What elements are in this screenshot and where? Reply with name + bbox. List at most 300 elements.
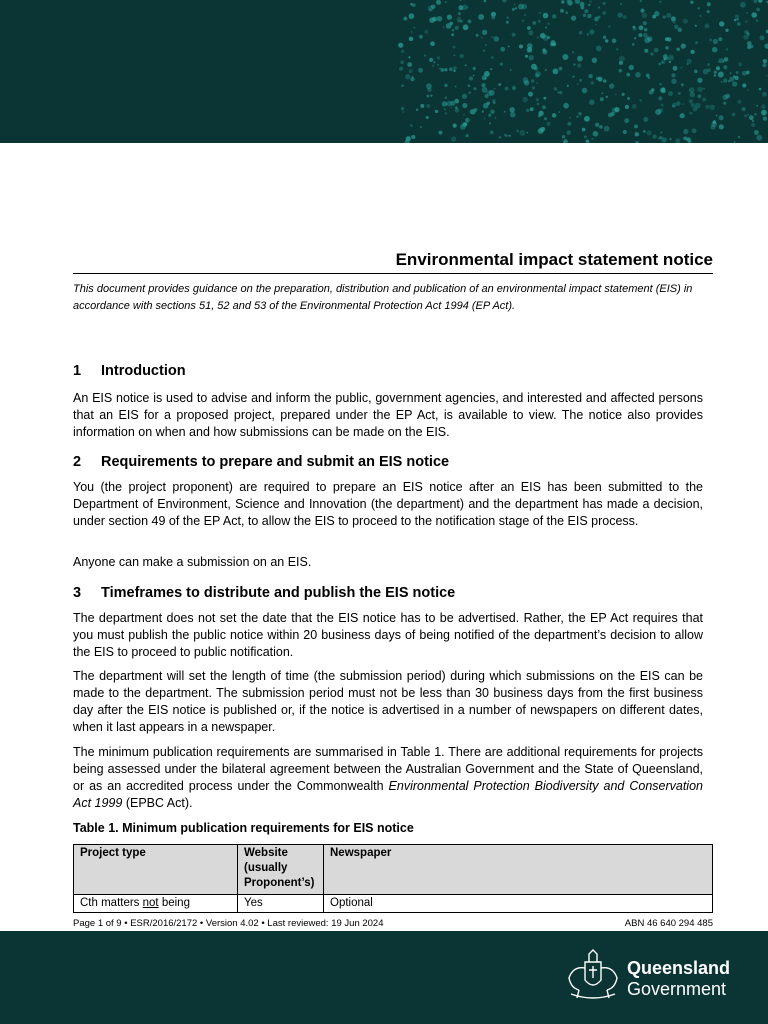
decorative-dot: [734, 141, 736, 143]
decorative-dot: [439, 68, 441, 70]
queensland-coat-of-arms-icon: [563, 948, 623, 1006]
decorative-dot: [535, 71, 541, 77]
section-1-paragraph: An EIS notice is used to advise and inform the public, government agencies, and interested and affected persons that an EIS for a proposed project, prepared under the EP Act, is available to view. The notice also provides information on when and how submissions can be made on the EIS.: [73, 391, 703, 439]
decorative-dot: [432, 65, 434, 67]
decorative-dot: [435, 110, 438, 113]
decorative-dot: [658, 137, 661, 140]
decorative-dot: [401, 107, 404, 110]
decorative-dot: [565, 11, 568, 14]
decorative-dot: [541, 127, 545, 131]
decorative-dot: [453, 124, 457, 128]
decorative-dot: [532, 21, 536, 25]
decorative-dot: [673, 66, 678, 71]
decorative-dot: [545, 27, 547, 29]
decorative-dot: [527, 47, 532, 52]
decorative-dot: [452, 29, 454, 31]
decorative-dot: [512, 8, 515, 11]
decorative-dot: [614, 107, 619, 112]
decorative-dot: [700, 15, 702, 17]
decorative-dot: [765, 44, 768, 49]
decorative-dot: [663, 15, 666, 18]
decorative-dot: [450, 101, 455, 106]
decorative-dot: [643, 21, 647, 25]
decorative-dot: [698, 94, 702, 98]
section-3-paragraph-1: The department does not set the date that the EIS notice has to be advertised. Rather, the EP Act requires that you must publish the public notice within 20 business days of being notified of the department’s decision to allow the EIS to proceed to public notification.: [73, 611, 703, 659]
decorative-dot: [658, 96, 662, 100]
decorative-dot: [441, 68, 445, 72]
decorative-dot: [537, 103, 540, 106]
decorative-dot: [660, 131, 662, 133]
decorative-dot: [603, 36, 607, 40]
decorative-dot: [635, 72, 641, 78]
decorative-dot: [763, 59, 767, 63]
decorative-dot: [670, 138, 672, 140]
decorative-dot: [499, 136, 501, 138]
decorative-dot: [427, 88, 431, 92]
dotted-pattern-decoration: [0, 0, 768, 143]
decorative-dot: [460, 54, 464, 58]
decorative-dot: [640, 9, 644, 13]
decorative-dot: [584, 135, 587, 138]
decorative-dot: [525, 55, 528, 58]
decorative-dot: [644, 49, 648, 53]
decorative-dot: [398, 43, 403, 48]
decorative-dot: [718, 61, 720, 63]
decorative-dot: [560, 9, 564, 13]
table-header-cell: Project type: [74, 845, 238, 895]
decorative-dot: [587, 14, 592, 19]
decorative-dot: [606, 96, 608, 98]
decorative-dot: [671, 79, 676, 84]
decorative-dot: [520, 130, 526, 136]
decorative-dot: [514, 4, 516, 6]
decorative-dot: [410, 124, 413, 127]
decorative-dot: [508, 46, 510, 48]
decorative-dot: [444, 68, 447, 71]
decorative-dot: [608, 25, 610, 27]
decorative-dot: [681, 44, 686, 49]
decorative-dot: [562, 135, 565, 138]
decorative-dot: [691, 103, 695, 107]
decorative-dot: [399, 67, 403, 71]
decorative-dot: [465, 65, 467, 67]
decorative-dot: [751, 12, 757, 18]
section-2-paragraph-2: Anyone can make a submission on an EIS.: [73, 555, 312, 569]
decorative-dot: [639, 33, 643, 37]
decorative-dot: [468, 85, 470, 87]
decorative-dot: [709, 105, 715, 111]
decorative-dot: [587, 33, 589, 35]
decorative-dot: [420, 104, 424, 108]
decorative-dot: [592, 138, 594, 140]
decorative-dot: [678, 28, 683, 33]
header-banner: [0, 0, 768, 143]
decorative-dot: [707, 2, 711, 6]
decorative-dot: [635, 132, 639, 136]
decorative-dot: [589, 100, 594, 105]
table-header-cell: Website (usually Proponent’s): [238, 845, 324, 895]
decorative-dot: [704, 24, 709, 29]
decorative-dot: [737, 18, 739, 20]
decorative-dot: [500, 63, 503, 66]
decorative-dot: [756, 135, 762, 141]
decorative-dot: [702, 98, 706, 102]
decorative-dot: [444, 84, 447, 87]
decorative-dot: [487, 102, 490, 105]
decorative-dot: [744, 30, 748, 34]
decorative-dot: [547, 36, 550, 39]
decorative-dot: [697, 78, 702, 83]
decorative-dot: [453, 46, 456, 49]
decorative-dot: [409, 69, 413, 73]
decorative-dot: [568, 122, 572, 126]
decorative-dot: [643, 130, 646, 133]
decorative-dot: [550, 40, 555, 45]
decorative-dot: [666, 13, 671, 18]
decorative-dot: [430, 41, 435, 46]
decorative-dot: [577, 56, 583, 62]
decorative-dot: [652, 134, 656, 138]
decorative-dot: [668, 91, 673, 96]
section-2-heading: 2 Requirements to prepare and submit an EIS notice: [73, 454, 450, 470]
decorative-dot: [632, 104, 637, 109]
decorative-dot: [695, 103, 701, 109]
decorative-dot: [439, 131, 443, 135]
decorative-dot: [580, 2, 585, 7]
decorative-dot: [509, 135, 511, 137]
decorative-dot: [624, 118, 629, 123]
table-caption: Table 1. Minimum publication requirements for EIS notice: [73, 821, 414, 835]
decorative-dot: [531, 79, 534, 82]
footer-abn: ABN 46 640 294 485: [624, 918, 713, 929]
decorative-dot: [661, 104, 664, 107]
decorative-dot: [709, 38, 712, 41]
decorative-dot: [469, 92, 471, 94]
decorative-dot: [577, 83, 579, 85]
decorative-dot: [405, 74, 410, 79]
table-row: [74, 895, 713, 913]
decorative-dot: [455, 108, 460, 113]
decorative-dot: [588, 74, 592, 78]
decorative-dot: [544, 117, 547, 120]
decorative-dot: [453, 70, 455, 72]
decorative-dot: [484, 71, 490, 77]
decorative-dot: [562, 54, 568, 60]
decorative-dot: [598, 77, 603, 82]
decorative-dot: [609, 83, 614, 88]
decorative-dot: [689, 112, 692, 115]
decorative-dot: [401, 84, 404, 87]
decorative-dot: [665, 37, 669, 41]
decorative-dot: [719, 124, 724, 129]
decorative-dot: [523, 97, 528, 102]
decorative-dot: [486, 90, 492, 96]
decorative-dot: [761, 110, 767, 116]
decorative-dot: [542, 105, 546, 109]
decorative-dot: [683, 19, 688, 24]
section-3-paragraph-3: The minimum publication requirements are summarised in Table 1. There are additional requirements for projects being assessed under the bilateral agreement between the Australian Government and the State of Queensland, or as an accredited process under the Commonwealth Environmental Protection Biodiversity and Conservation Act 1999 (EPBC Act).: [73, 745, 703, 810]
decorative-dot: [420, 126, 422, 128]
decorative-dot: [759, 88, 762, 91]
decorative-dot: [432, 17, 437, 22]
decorative-dot: [495, 117, 497, 119]
decorative-dot: [744, 115, 747, 118]
decorative-dot: [625, 105, 629, 109]
decorative-dot: [437, 16, 442, 21]
decorative-dot: [447, 15, 452, 20]
decorative-dot: [756, 20, 758, 22]
decorative-dot: [747, 89, 749, 91]
decorative-dot: [682, 103, 684, 105]
decorative-dot: [662, 87, 665, 90]
decorative-dot: [552, 14, 556, 18]
decorative-dot: [414, 27, 416, 29]
decorative-dot: [571, 16, 576, 21]
decorative-dot: [474, 87, 477, 90]
table-header-row: [74, 845, 713, 895]
decorative-dot: [458, 20, 461, 23]
decorative-dot: [536, 82, 538, 84]
decorative-dot: [689, 87, 695, 93]
decorative-dot: [622, 93, 625, 96]
decorative-dot: [730, 72, 732, 74]
decorative-dot: [678, 92, 681, 95]
decorative-dot: [600, 97, 604, 101]
decorative-dot: [455, 26, 459, 30]
decorative-dot: [602, 11, 606, 15]
decorative-dot: [659, 83, 662, 86]
decorative-dot: [453, 66, 457, 70]
decorative-dot: [633, 27, 637, 31]
decorative-dot: [680, 67, 682, 69]
decorative-dot: [524, 14, 526, 16]
decorative-dot: [512, 33, 516, 37]
decorative-dot: [552, 113, 557, 118]
decorative-dot: [579, 79, 582, 82]
decorative-dot: [558, 111, 560, 113]
decorative-dot: [469, 110, 473, 114]
decorative-dot: [746, 12, 748, 14]
decorative-dot: [619, 69, 623, 73]
decorative-dot: [707, 63, 710, 66]
decorative-dot: [659, 1, 661, 3]
decorative-dot: [627, 97, 630, 100]
decorative-dot: [723, 65, 727, 69]
decorative-dot: [473, 67, 476, 70]
decorative-dot: [742, 107, 746, 111]
decorative-dot: [719, 21, 724, 26]
decorative-dot: [732, 113, 736, 117]
decorative-dot: [412, 3, 416, 7]
decorative-dot: [490, 110, 494, 114]
decorative-dot: [634, 125, 638, 129]
decorative-dot: [529, 55, 534, 60]
decorative-dot: [582, 128, 586, 132]
decorative-dot: [726, 48, 729, 51]
decorative-dot: [484, 0, 487, 2]
decorative-dot: [401, 50, 405, 54]
decorative-dot: [655, 109, 661, 115]
decorative-dot: [484, 118, 486, 120]
decorative-dot: [500, 47, 505, 52]
decorative-dot: [478, 14, 484, 20]
decorative-dot: [588, 4, 590, 6]
decorative-dot: [515, 7, 517, 9]
decorative-dot: [519, 45, 523, 49]
decorative-dot: [451, 137, 456, 142]
decorative-dot: [559, 91, 562, 94]
decorative-dot: [409, 13, 415, 19]
decorative-dot: [646, 74, 650, 78]
decorative-dot: [758, 0, 762, 3]
decorative-dot: [573, 63, 575, 65]
decorative-dot: [485, 44, 487, 46]
decorative-dot: [643, 117, 648, 122]
decorative-dot: [589, 0, 591, 2]
decorative-dot: [692, 128, 697, 133]
decorative-dot: [661, 137, 666, 142]
decorative-dot: [572, 51, 574, 53]
decorative-dot: [714, 71, 717, 74]
decorative-dot: [577, 63, 581, 67]
decorative-dot: [481, 83, 485, 87]
decorative-dot: [718, 37, 722, 41]
decorative-dot: [453, 54, 455, 56]
decorative-dot: [747, 45, 751, 49]
decorative-dot: [672, 103, 677, 108]
decorative-dot: [543, 13, 549, 19]
decorative-dot: [705, 105, 709, 109]
decorative-dot: [466, 121, 468, 123]
decorative-dot: [599, 125, 603, 129]
decorative-dot: [464, 123, 468, 127]
decorative-dot: [482, 30, 487, 35]
decorative-dot: [738, 136, 740, 138]
decorative-dot: [603, 79, 606, 82]
decorative-dot: [567, 85, 569, 87]
decorative-dot: [697, 87, 702, 92]
decorative-dot: [626, 73, 630, 77]
decorative-dot: [575, 0, 580, 4]
decorative-dot: [582, 88, 588, 94]
decorative-dot: [473, 75, 475, 77]
decorative-dot: [745, 20, 748, 23]
decorative-dot: [591, 81, 594, 84]
decorative-dot: [598, 6, 600, 8]
decorative-dot: [762, 63, 766, 67]
decorative-dot: [561, 0, 564, 3]
decorative-dot: [505, 87, 509, 91]
decorative-dot: [450, 22, 453, 25]
decorative-dot: [416, 108, 419, 111]
decorative-dot: [526, 109, 529, 112]
decorative-dot: [669, 61, 671, 63]
decorative-dot: [694, 70, 698, 74]
decorative-dot: [433, 61, 435, 63]
decorative-dot: [451, 107, 453, 109]
decorative-dot: [712, 47, 718, 53]
decorative-dot: [510, 112, 516, 118]
decorative-dot: [605, 39, 608, 42]
decorative-dot: [661, 60, 666, 65]
decorative-dot: [632, 43, 635, 46]
decorative-dot: [673, 20, 676, 23]
decorative-dot: [419, 35, 423, 39]
decorative-dot: [711, 121, 717, 127]
decorative-dot: [463, 114, 465, 116]
decorative-dot: [406, 136, 411, 141]
decorative-dot: [542, 50, 547, 55]
decorative-dot: [747, 114, 749, 116]
decorative-dot: [411, 31, 413, 33]
decorative-dot: [649, 90, 654, 95]
queensland-government-logo: [563, 948, 743, 1006]
decorative-dot: [426, 116, 429, 119]
decorative-dot: [516, 130, 519, 133]
decorative-dot: [732, 81, 737, 86]
decorative-dot: [489, 122, 491, 124]
decorative-dot: [592, 58, 598, 64]
decorative-dot: [714, 74, 716, 76]
decorative-dot: [718, 72, 724, 78]
decorative-dot: [418, 68, 423, 73]
decorative-dot: [635, 141, 639, 143]
decorative-dot: [490, 68, 492, 70]
decorative-dot: [623, 15, 627, 19]
decorative-dot: [411, 135, 415, 139]
decorative-dot: [424, 30, 428, 34]
decorative-dot: [619, 56, 625, 62]
decorative-dot: [579, 31, 583, 35]
table-cell: Cth matters not being: [74, 895, 238, 913]
decorative-dot: [690, 92, 695, 97]
decorative-dot: [604, 126, 610, 132]
decorative-dot: [647, 130, 652, 135]
decorative-dot: [545, 69, 547, 71]
decorative-dot: [482, 110, 484, 112]
decorative-dot: [735, 14, 740, 19]
decorative-dot: [703, 88, 705, 90]
decorative-dot: [466, 6, 468, 8]
section-3-heading: 3 Timeframes to distribute and publish the EIS notice: [73, 585, 456, 601]
decorative-dot: [498, 83, 501, 86]
decorative-dot: [644, 28, 647, 31]
decorative-dot: [747, 41, 752, 46]
logo-line-1: Queensland: [627, 958, 731, 978]
decorative-dot: [658, 63, 661, 66]
decorative-dot: [760, 35, 765, 40]
decorative-dot: [460, 0, 462, 1]
decorative-dot: [707, 10, 710, 13]
decorative-dot: [584, 9, 588, 13]
decorative-dot: [538, 115, 541, 118]
decorative-dot: [746, 71, 750, 75]
decorative-dot: [698, 7, 700, 9]
decorative-dot: [639, 25, 644, 30]
decorative-dot: [543, 97, 546, 100]
decorative-dot: [494, 36, 500, 42]
decorative-dot: [581, 6, 584, 9]
decorative-dot: [510, 107, 515, 112]
decorative-dot: [466, 134, 469, 137]
decorative-dot: [584, 116, 590, 122]
decorative-dot: [491, 56, 494, 59]
decorative-dot: [504, 134, 507, 137]
decorative-dot: [512, 86, 516, 90]
decorative-dot: [721, 81, 723, 83]
decorative-dot: [494, 88, 496, 90]
decorative-dot: [430, 95, 432, 97]
